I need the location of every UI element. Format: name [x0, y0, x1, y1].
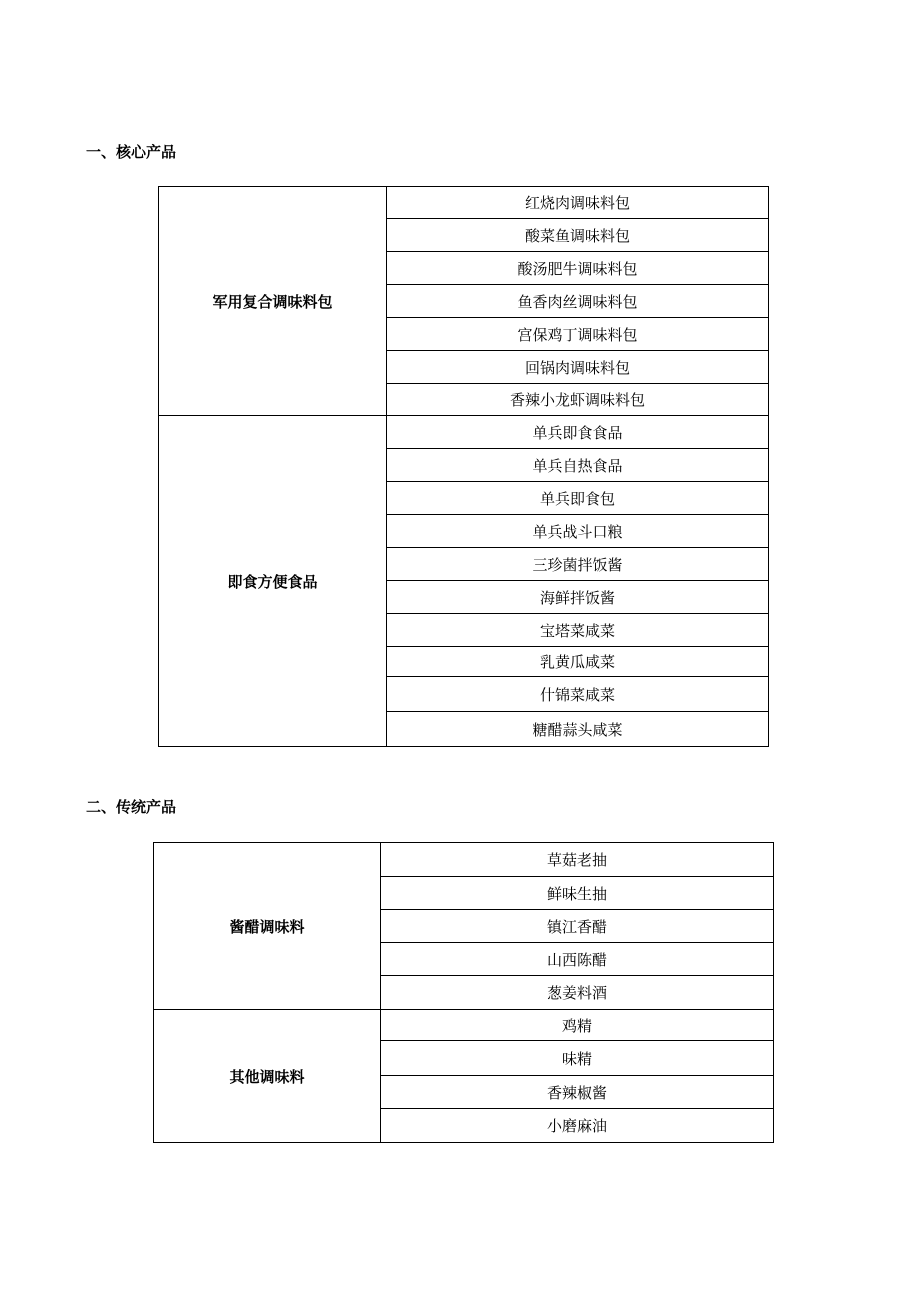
product-cell: 宫保鸡丁调味料包 — [387, 318, 769, 351]
category-cell: 军用复合调味料包 — [159, 187, 387, 416]
product-cell: 乳黄瓜咸菜 — [387, 647, 769, 677]
product-cell: 香辣小龙虾调味料包 — [387, 384, 769, 416]
product-cell: 鸡精 — [381, 1010, 774, 1041]
product-cell: 镇江香醋 — [381, 910, 774, 943]
product-cell: 回锅肉调味料包 — [387, 351, 769, 384]
product-cell: 宝塔菜咸菜 — [387, 614, 769, 647]
product-cell: 什锦菜咸菜 — [387, 677, 769, 712]
product-cell: 鲜味生抽 — [381, 877, 774, 910]
core-products-table — [158, 186, 769, 747]
product-cell: 鱼香肉丝调味料包 — [387, 285, 769, 318]
product-cell: 单兵即食食品 — [387, 416, 769, 449]
product-cell: 味精 — [381, 1041, 774, 1076]
product-cell: 单兵即食包 — [387, 482, 769, 515]
product-cell: 小磨麻油 — [381, 1109, 774, 1143]
product-cell: 山西陈醋 — [381, 943, 774, 976]
product-cell: 三珍菌拌饭酱 — [387, 548, 769, 581]
product-cell: 海鲜拌饭酱 — [387, 581, 769, 614]
product-cell: 单兵战斗口粮 — [387, 515, 769, 548]
traditional-products-table — [153, 842, 774, 1143]
section-heading-traditional: 二、传统产品 — [86, 798, 177, 816]
category-cell: 即食方便食品 — [159, 416, 387, 747]
product-cell: 草菇老抽 — [381, 843, 774, 877]
category-cell: 其他调味料 — [154, 1010, 381, 1143]
section-heading-core: 一、核心产品 — [86, 143, 177, 161]
product-cell: 香辣椒酱 — [381, 1076, 774, 1109]
product-cell: 葱姜料酒 — [381, 976, 774, 1010]
product-cell: 酸汤肥牛调味料包 — [387, 252, 769, 285]
product-cell: 糖醋蒜头咸菜 — [387, 712, 769, 747]
product-cell: 酸菜鱼调味料包 — [387, 219, 769, 252]
product-cell: 红烧肉调味料包 — [387, 187, 769, 219]
category-cell: 酱醋调味料 — [154, 843, 381, 1010]
product-cell: 单兵自热食品 — [387, 449, 769, 482]
